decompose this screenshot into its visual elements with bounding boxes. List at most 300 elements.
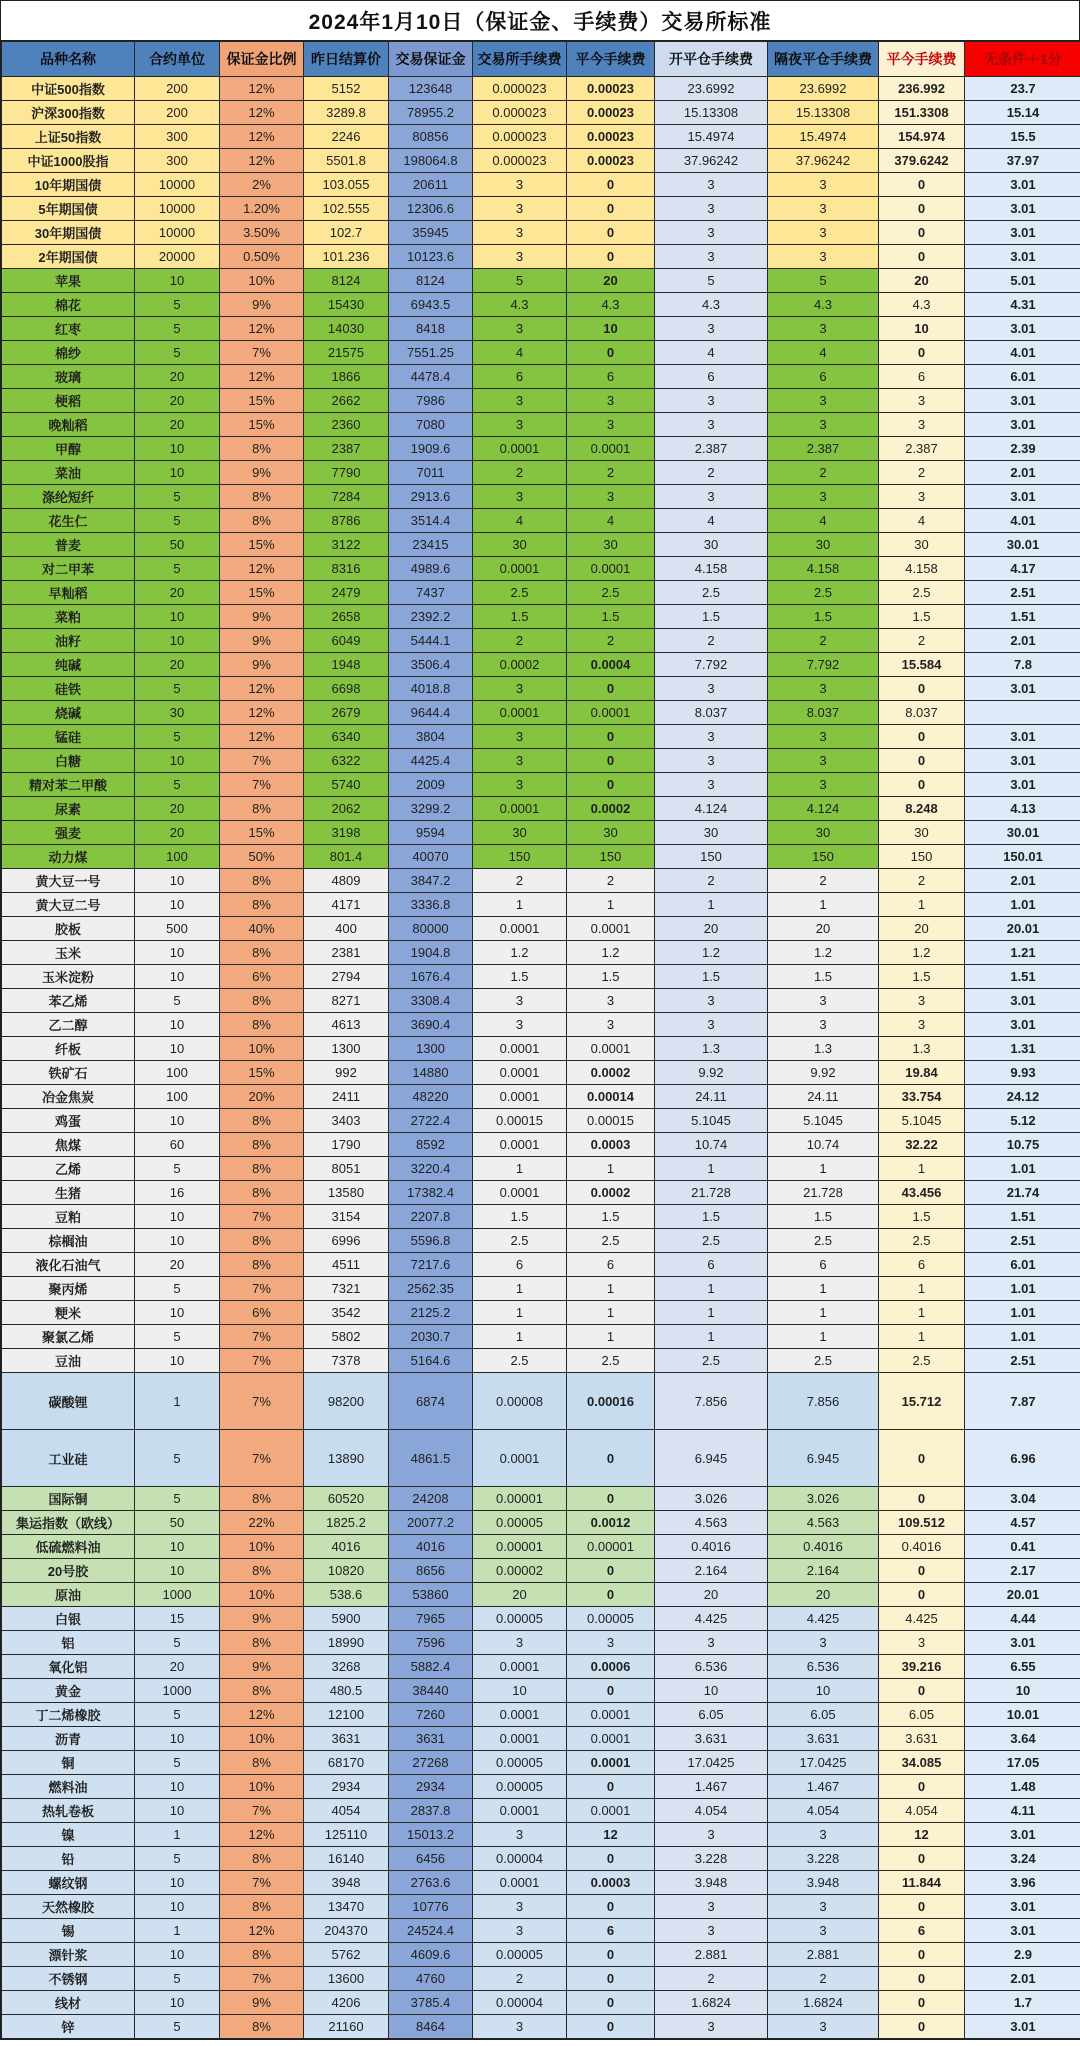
margin-ratio-cell: 15% xyxy=(220,581,304,605)
open-close-fee-cell: 0.4016 xyxy=(655,1535,768,1559)
close-today-fee-red-cell: 1.5 xyxy=(879,605,965,629)
table-row xyxy=(2,2015,1080,2039)
col-header-close-today-fee: 平今手续费 xyxy=(567,42,655,77)
product-name-cell: 氧化铝 xyxy=(2,1655,135,1679)
product-name-cell: 玉米 xyxy=(2,941,135,965)
table-row xyxy=(2,1871,1080,1895)
contract-unit-cell: 20 xyxy=(135,797,220,821)
open-close-fee-cell: 30 xyxy=(655,821,768,845)
overnight-close-fee-cell: 1 xyxy=(768,1277,879,1301)
close-today-fee-cell: 0.0002 xyxy=(567,797,655,821)
close-today-fee-red-cell: 6 xyxy=(879,365,965,389)
trade-margin-cell: 8464 xyxy=(389,2015,473,2039)
unconditional-plus-cell: 3.01 xyxy=(965,1919,1080,1943)
trade-margin-cell: 1300 xyxy=(389,1037,473,1061)
close-today-fee-red-cell: 0 xyxy=(879,245,965,269)
trade-margin-cell: 1909.6 xyxy=(389,437,473,461)
close-today-fee-cell: 12 xyxy=(567,1823,655,1847)
unconditional-plus-cell: 3.01 xyxy=(965,725,1080,749)
product-name-cell: 液化石油气 xyxy=(2,1253,135,1277)
close-today-fee-red-cell: 15.712 xyxy=(879,1373,965,1430)
unconditional-plus-cell: 3.01 xyxy=(965,1823,1080,1847)
open-close-fee-cell: 21.728 xyxy=(655,1181,768,1205)
contract-unit-cell: 10 xyxy=(135,1013,220,1037)
open-close-fee-cell: 10.74 xyxy=(655,1133,768,1157)
close-today-fee-red-cell: 2 xyxy=(879,869,965,893)
close-today-fee-red-cell: 151.3308 xyxy=(879,101,965,125)
close-today-fee-red-cell: 0 xyxy=(879,1775,965,1799)
product-name-cell: 花生仁 xyxy=(2,509,135,533)
prev-settlement-cell: 21160 xyxy=(304,2015,389,2039)
margin-ratio-cell: 8% xyxy=(220,2015,304,2039)
close-today-fee-cell: 0 xyxy=(567,1847,655,1871)
overnight-close-fee-cell: 3 xyxy=(768,1631,879,1655)
trade-margin-cell: 123648 xyxy=(389,77,473,101)
margin-ratio-cell: 20% xyxy=(220,1085,304,1109)
close-today-fee-red-cell: 0 xyxy=(879,677,965,701)
trade-margin-cell: 10776 xyxy=(389,1895,473,1919)
margin-ratio-cell: 8% xyxy=(220,797,304,821)
unconditional-plus-cell: 0.41 xyxy=(965,1535,1080,1559)
open-close-fee-cell: 3 xyxy=(655,1823,768,1847)
trade-margin-cell: 2722.4 xyxy=(389,1109,473,1133)
unconditional-plus-cell: 3.01 xyxy=(965,485,1080,509)
table-row xyxy=(2,485,1080,509)
close-today-fee-cell: 2.5 xyxy=(567,1229,655,1253)
unconditional-plus-cell: 15.5 xyxy=(965,125,1080,149)
open-close-fee-cell: 3.228 xyxy=(655,1847,768,1871)
contract-unit-cell: 5 xyxy=(135,341,220,365)
close-today-fee-red-cell: 6 xyxy=(879,1919,965,1943)
open-close-fee-cell: 2.5 xyxy=(655,581,768,605)
product-name-cell: 天然橡胶 xyxy=(2,1895,135,1919)
open-close-fee-cell: 1.467 xyxy=(655,1775,768,1799)
close-today-fee-red-cell: 0 xyxy=(879,1967,965,1991)
exchange-fee-cell: 0.0001 xyxy=(473,1430,567,1487)
table-row xyxy=(2,173,1080,197)
product-name-cell: 2年期国债 xyxy=(2,245,135,269)
unconditional-plus-cell: 1.01 xyxy=(965,1325,1080,1349)
close-today-fee-red-cell: 33.754 xyxy=(879,1085,965,1109)
exchange-fee-cell: 10 xyxy=(473,1679,567,1703)
exchange-fee-cell: 1 xyxy=(473,1157,567,1181)
margin-ratio-cell: 15% xyxy=(220,389,304,413)
contract-unit-cell: 10 xyxy=(135,1991,220,2015)
table-row xyxy=(2,1967,1080,1991)
close-today-fee-cell: 0.0001 xyxy=(567,1037,655,1061)
prev-settlement-cell: 2479 xyxy=(304,581,389,605)
close-today-fee-cell: 0.00016 xyxy=(567,1373,655,1430)
margin-ratio-cell: 9% xyxy=(220,461,304,485)
close-today-fee-red-cell: 3 xyxy=(879,989,965,1013)
table-row xyxy=(2,917,1080,941)
product-name-cell: 不锈钢 xyxy=(2,1967,135,1991)
table-row xyxy=(2,1157,1080,1181)
exchange-fee-cell: 0.0001 xyxy=(473,1703,567,1727)
close-today-fee-cell: 3 xyxy=(567,1631,655,1655)
prev-settlement-cell: 4206 xyxy=(304,1991,389,2015)
table-row xyxy=(2,221,1080,245)
close-today-fee-cell: 0 xyxy=(567,2015,655,2039)
open-close-fee-cell: 1.2 xyxy=(655,941,768,965)
close-today-fee-cell: 0.0003 xyxy=(567,1871,655,1895)
open-close-fee-cell: 3 xyxy=(655,245,768,269)
margin-ratio-cell: 6% xyxy=(220,965,304,989)
close-today-fee-red-cell: 4 xyxy=(879,509,965,533)
prev-settlement-cell: 5740 xyxy=(304,773,389,797)
close-today-fee-cell: 2.5 xyxy=(567,1349,655,1373)
prev-settlement-cell: 3948 xyxy=(304,1871,389,1895)
product-name-cell: 黄大豆二号 xyxy=(2,893,135,917)
close-today-fee-cell: 0.0001 xyxy=(567,701,655,725)
trade-margin-cell: 8418 xyxy=(389,317,473,341)
overnight-close-fee-cell: 9.92 xyxy=(768,1061,879,1085)
unconditional-plus-cell: 1.01 xyxy=(965,1301,1080,1325)
trade-margin-cell: 9594 xyxy=(389,821,473,845)
unconditional-plus-cell: 3.01 xyxy=(965,773,1080,797)
table-row xyxy=(2,1727,1080,1751)
table-row xyxy=(2,1301,1080,1325)
table-row xyxy=(2,389,1080,413)
overnight-close-fee-cell: 4 xyxy=(768,509,879,533)
trade-margin-cell: 48220 xyxy=(389,1085,473,1109)
exchange-fee-cell: 0.0001 xyxy=(473,1727,567,1751)
contract-unit-cell: 5 xyxy=(135,989,220,1013)
contract-unit-cell: 5 xyxy=(135,725,220,749)
product-name-cell: 螺纹钢 xyxy=(2,1871,135,1895)
trade-margin-cell: 80000 xyxy=(389,917,473,941)
product-name-cell: 漂针浆 xyxy=(2,1943,135,1967)
trade-margin-cell: 3690.4 xyxy=(389,1013,473,1037)
close-today-fee-cell: 10 xyxy=(567,317,655,341)
exchange-fee-cell: 0.000023 xyxy=(473,125,567,149)
trade-margin-cell: 20611 xyxy=(389,173,473,197)
contract-unit-cell: 5 xyxy=(135,1703,220,1727)
contract-unit-cell: 20 xyxy=(135,1655,220,1679)
exchange-fee-cell: 1 xyxy=(473,1301,567,1325)
close-today-fee-red-cell: 12 xyxy=(879,1823,965,1847)
close-today-fee-cell: 0 xyxy=(567,1583,655,1607)
trade-margin-cell: 7217.6 xyxy=(389,1253,473,1277)
close-today-fee-red-cell: 150 xyxy=(879,845,965,869)
overnight-close-fee-cell: 2 xyxy=(768,869,879,893)
close-today-fee-red-cell: 379.6242 xyxy=(879,149,965,173)
overnight-close-fee-cell: 2.164 xyxy=(768,1559,879,1583)
close-today-fee-red-cell: 4.425 xyxy=(879,1607,965,1631)
table-row xyxy=(2,701,1080,725)
product-name-cell: 苯乙烯 xyxy=(2,989,135,1013)
product-name-cell: 20号胶 xyxy=(2,1559,135,1583)
open-close-fee-cell: 4 xyxy=(655,509,768,533)
col-header-close-today-fee-red: 平今手续费 xyxy=(879,42,965,77)
unconditional-plus-cell: 30.01 xyxy=(965,821,1080,845)
close-today-fee-red-cell: 0 xyxy=(879,1847,965,1871)
margin-ratio-cell: 12% xyxy=(220,317,304,341)
trade-margin-cell: 9644.4 xyxy=(389,701,473,725)
close-today-fee-red-cell: 0 xyxy=(879,749,965,773)
contract-unit-cell: 10 xyxy=(135,965,220,989)
overnight-close-fee-cell: 3 xyxy=(768,773,879,797)
close-today-fee-red-cell: 34.085 xyxy=(879,1751,965,1775)
product-name-cell: 梗稻 xyxy=(2,389,135,413)
open-close-fee-cell: 4.124 xyxy=(655,797,768,821)
close-today-fee-cell: 0 xyxy=(567,1895,655,1919)
unconditional-plus-cell: 23.7 xyxy=(965,77,1080,101)
close-today-fee-red-cell: 0 xyxy=(879,773,965,797)
margin-ratio-cell: 7% xyxy=(220,773,304,797)
unconditional-plus-cell: 2.01 xyxy=(965,869,1080,893)
overnight-close-fee-cell: 4.158 xyxy=(768,557,879,581)
exchange-fee-cell: 0.000023 xyxy=(473,101,567,125)
open-close-fee-cell: 6.945 xyxy=(655,1430,768,1487)
open-close-fee-cell: 4.3 xyxy=(655,293,768,317)
overnight-close-fee-cell: 7.792 xyxy=(768,653,879,677)
overnight-close-fee-cell: 1 xyxy=(768,1301,879,1325)
margin-ratio-cell: 12% xyxy=(220,125,304,149)
product-name-cell: 中证1000股指 xyxy=(2,149,135,173)
exchange-fee-cell: 0.0001 xyxy=(473,917,567,941)
margin-ratio-cell: 7% xyxy=(220,1349,304,1373)
contract-unit-cell: 1 xyxy=(135,1919,220,1943)
product-name-cell: 甲醇 xyxy=(2,437,135,461)
unconditional-plus-cell: 2.01 xyxy=(965,629,1080,653)
prev-settlement-cell: 7321 xyxy=(304,1277,389,1301)
prev-settlement-cell: 2360 xyxy=(304,413,389,437)
close-today-fee-red-cell: 2 xyxy=(879,461,965,485)
open-close-fee-cell: 23.6992 xyxy=(655,77,768,101)
exchange-fee-cell: 1.5 xyxy=(473,605,567,629)
open-close-fee-cell: 1.5 xyxy=(655,1205,768,1229)
prev-settlement-cell: 68170 xyxy=(304,1751,389,1775)
close-today-fee-cell: 0.0004 xyxy=(567,653,655,677)
unconditional-plus-cell: 1.48 xyxy=(965,1775,1080,1799)
close-today-fee-cell: 1 xyxy=(567,1277,655,1301)
prev-settlement-cell: 7790 xyxy=(304,461,389,485)
contract-unit-cell: 10 xyxy=(135,269,220,293)
overnight-close-fee-cell: 3 xyxy=(768,485,879,509)
table-row xyxy=(2,365,1080,389)
prev-settlement-cell: 125110 xyxy=(304,1823,389,1847)
exchange-fee-cell: 3 xyxy=(473,1919,567,1943)
open-close-fee-cell: 3 xyxy=(655,389,768,413)
unconditional-plus-cell: 5.12 xyxy=(965,1109,1080,1133)
close-today-fee-cell: 0 xyxy=(567,1991,655,2015)
product-name-cell: 低硫燃料油 xyxy=(2,1535,135,1559)
close-today-fee-cell: 0 xyxy=(567,725,655,749)
close-today-fee-red-cell: 3 xyxy=(879,1631,965,1655)
table-row xyxy=(2,1253,1080,1277)
product-name-cell: 锰硅 xyxy=(2,725,135,749)
margin-ratio-cell: 12% xyxy=(220,1703,304,1727)
close-today-fee-red-cell: 30 xyxy=(879,821,965,845)
prev-settlement-cell: 101.236 xyxy=(304,245,389,269)
exchange-fee-cell: 0.0001 xyxy=(473,1061,567,1085)
exchange-fee-cell: 3 xyxy=(473,773,567,797)
contract-unit-cell: 50 xyxy=(135,1511,220,1535)
exchange-fee-cell: 3 xyxy=(473,221,567,245)
product-name-cell: 豆油 xyxy=(2,1349,135,1373)
exchange-fee-cell: 20 xyxy=(473,1583,567,1607)
trade-margin-cell: 2125.2 xyxy=(389,1301,473,1325)
contract-unit-cell: 10 xyxy=(135,941,220,965)
exchange-fee-cell: 3 xyxy=(473,197,567,221)
product-name-cell: 强麦 xyxy=(2,821,135,845)
product-name-cell: 国际铜 xyxy=(2,1487,135,1511)
table-row xyxy=(2,1277,1080,1301)
table-row xyxy=(2,1013,1080,1037)
margin-ratio-cell: 12% xyxy=(220,725,304,749)
product-name-cell: 白银 xyxy=(2,1607,135,1631)
trade-margin-cell: 3514.4 xyxy=(389,509,473,533)
product-name-cell: 碳酸锂 xyxy=(2,1373,135,1430)
unconditional-plus-cell: 10 xyxy=(965,1679,1080,1703)
product-name-cell: 锌 xyxy=(2,2015,135,2039)
overnight-close-fee-cell: 6.05 xyxy=(768,1703,879,1727)
close-today-fee-cell: 0 xyxy=(567,173,655,197)
overnight-close-fee-cell: 10 xyxy=(768,1679,879,1703)
prev-settlement-cell: 4054 xyxy=(304,1799,389,1823)
close-today-fee-cell: 0.0003 xyxy=(567,1133,655,1157)
exchange-fee-cell: 2.5 xyxy=(473,1349,567,1373)
margin-ratio-cell: 9% xyxy=(220,653,304,677)
open-close-fee-cell: 15.4974 xyxy=(655,125,768,149)
trade-margin-cell: 5164.6 xyxy=(389,1349,473,1373)
open-close-fee-cell: 2.5 xyxy=(655,1229,768,1253)
product-name-cell: 30年期国债 xyxy=(2,221,135,245)
table-row xyxy=(2,1991,1080,2015)
contract-unit-cell: 1000 xyxy=(135,1583,220,1607)
close-today-fee-cell: 1.5 xyxy=(567,1205,655,1229)
close-today-fee-red-cell: 1.3 xyxy=(879,1037,965,1061)
exchange-fee-cell: 0.0001 xyxy=(473,1871,567,1895)
margin-ratio-cell: 10% xyxy=(220,1775,304,1799)
prev-settlement-cell: 3154 xyxy=(304,1205,389,1229)
unconditional-plus-cell: 4.31 xyxy=(965,293,1080,317)
contract-unit-cell: 5 xyxy=(135,485,220,509)
table-row xyxy=(2,1847,1080,1871)
close-today-fee-cell: 3 xyxy=(567,413,655,437)
close-today-fee-cell: 0.00015 xyxy=(567,1109,655,1133)
unconditional-plus-cell: 3.24 xyxy=(965,1847,1080,1871)
table-row xyxy=(2,965,1080,989)
prev-settlement-cell: 1948 xyxy=(304,653,389,677)
overnight-close-fee-cell: 1 xyxy=(768,1325,879,1349)
margin-ratio-cell: 12% xyxy=(220,1823,304,1847)
close-today-fee-cell: 2 xyxy=(567,629,655,653)
contract-unit-cell: 200 xyxy=(135,77,220,101)
prev-settlement-cell: 5152 xyxy=(304,77,389,101)
unconditional-plus-cell: 6.01 xyxy=(965,1253,1080,1277)
contract-unit-cell: 10 xyxy=(135,1349,220,1373)
trade-margin-cell: 3506.4 xyxy=(389,653,473,677)
exchange-fee-cell: 6 xyxy=(473,365,567,389)
close-today-fee-cell: 1 xyxy=(567,1301,655,1325)
overnight-close-fee-cell: 1.3 xyxy=(768,1037,879,1061)
close-today-fee-cell: 0 xyxy=(567,677,655,701)
close-today-fee-cell: 0.00023 xyxy=(567,77,655,101)
close-today-fee-red-cell: 15.584 xyxy=(879,653,965,677)
exchange-fee-cell: 3 xyxy=(473,725,567,749)
margin-ratio-cell: 10% xyxy=(220,1727,304,1751)
margin-ratio-cell: 9% xyxy=(220,605,304,629)
exchange-fee-cell: 3 xyxy=(473,1631,567,1655)
margin-ratio-cell: 50% xyxy=(220,845,304,869)
trade-margin-cell: 4989.6 xyxy=(389,557,473,581)
trade-margin-cell: 6874 xyxy=(389,1373,473,1430)
prev-settlement-cell: 3542 xyxy=(304,1301,389,1325)
trade-margin-cell: 3804 xyxy=(389,725,473,749)
open-close-fee-cell: 1 xyxy=(655,1325,768,1349)
contract-unit-cell: 60 xyxy=(135,1133,220,1157)
overnight-close-fee-cell: 3 xyxy=(768,317,879,341)
unconditional-plus-cell: 3.01 xyxy=(965,245,1080,269)
margin-ratio-cell: 7% xyxy=(220,1205,304,1229)
contract-unit-cell: 300 xyxy=(135,149,220,173)
exchange-fee-cell: 4 xyxy=(473,341,567,365)
prev-settlement-cell: 4613 xyxy=(304,1013,389,1037)
overnight-close-fee-cell: 3 xyxy=(768,221,879,245)
close-today-fee-red-cell: 19.84 xyxy=(879,1061,965,1085)
close-today-fee-red-cell: 3.631 xyxy=(879,1727,965,1751)
unconditional-plus-cell: 3.01 xyxy=(965,221,1080,245)
close-today-fee-red-cell: 20 xyxy=(879,269,965,293)
unconditional-plus-cell: 3.01 xyxy=(965,197,1080,221)
open-close-fee-cell: 17.0425 xyxy=(655,1751,768,1775)
close-today-fee-cell: 6 xyxy=(567,1253,655,1277)
margin-ratio-cell: 10% xyxy=(220,1037,304,1061)
overnight-close-fee-cell: 2 xyxy=(768,1967,879,1991)
prev-settlement-cell: 102.7 xyxy=(304,221,389,245)
exchange-fee-cell: 0.00005 xyxy=(473,1775,567,1799)
overnight-close-fee-cell: 3 xyxy=(768,389,879,413)
margin-ratio-cell: 12% xyxy=(220,149,304,173)
table-row xyxy=(2,1085,1080,1109)
prev-settlement-cell: 8124 xyxy=(304,269,389,293)
overnight-close-fee-cell: 6.536 xyxy=(768,1655,879,1679)
open-close-fee-cell: 9.92 xyxy=(655,1061,768,1085)
exchange-fee-cell: 2 xyxy=(473,629,567,653)
margin-ratio-cell: 12% xyxy=(220,557,304,581)
open-close-fee-cell: 3.631 xyxy=(655,1727,768,1751)
table-row xyxy=(2,1109,1080,1133)
product-name-cell: 烧碱 xyxy=(2,701,135,725)
trade-margin-cell: 2934 xyxy=(389,1775,473,1799)
overnight-close-fee-cell: 8.037 xyxy=(768,701,879,725)
margin-ratio-cell: 8% xyxy=(220,1229,304,1253)
prev-settlement-cell: 5501.8 xyxy=(304,149,389,173)
prev-settlement-cell: 801.4 xyxy=(304,845,389,869)
table-row xyxy=(2,1895,1080,1919)
overnight-close-fee-cell: 2.5 xyxy=(768,1349,879,1373)
trade-margin-cell: 2207.8 xyxy=(389,1205,473,1229)
unconditional-plus-cell: 3.01 xyxy=(965,1631,1080,1655)
overnight-close-fee-cell: 7.856 xyxy=(768,1373,879,1430)
close-today-fee-cell: 3 xyxy=(567,1013,655,1037)
exchange-fee-cell: 3 xyxy=(473,173,567,197)
open-close-fee-cell: 1 xyxy=(655,1277,768,1301)
margin-ratio-cell: 8% xyxy=(220,485,304,509)
trade-margin-cell: 7596 xyxy=(389,1631,473,1655)
open-close-fee-cell: 24.11 xyxy=(655,1085,768,1109)
close-today-fee-red-cell: 0 xyxy=(879,2015,965,2039)
trade-margin-cell: 4861.5 xyxy=(389,1430,473,1487)
open-close-fee-cell: 20 xyxy=(655,917,768,941)
close-today-fee-red-cell: 0 xyxy=(879,1430,965,1487)
close-today-fee-cell: 0 xyxy=(567,749,655,773)
margin-ratio-cell: 9% xyxy=(220,629,304,653)
unconditional-plus-cell: 3.01 xyxy=(965,749,1080,773)
col-header-exchange-fee: 交易所手续费 xyxy=(473,42,567,77)
